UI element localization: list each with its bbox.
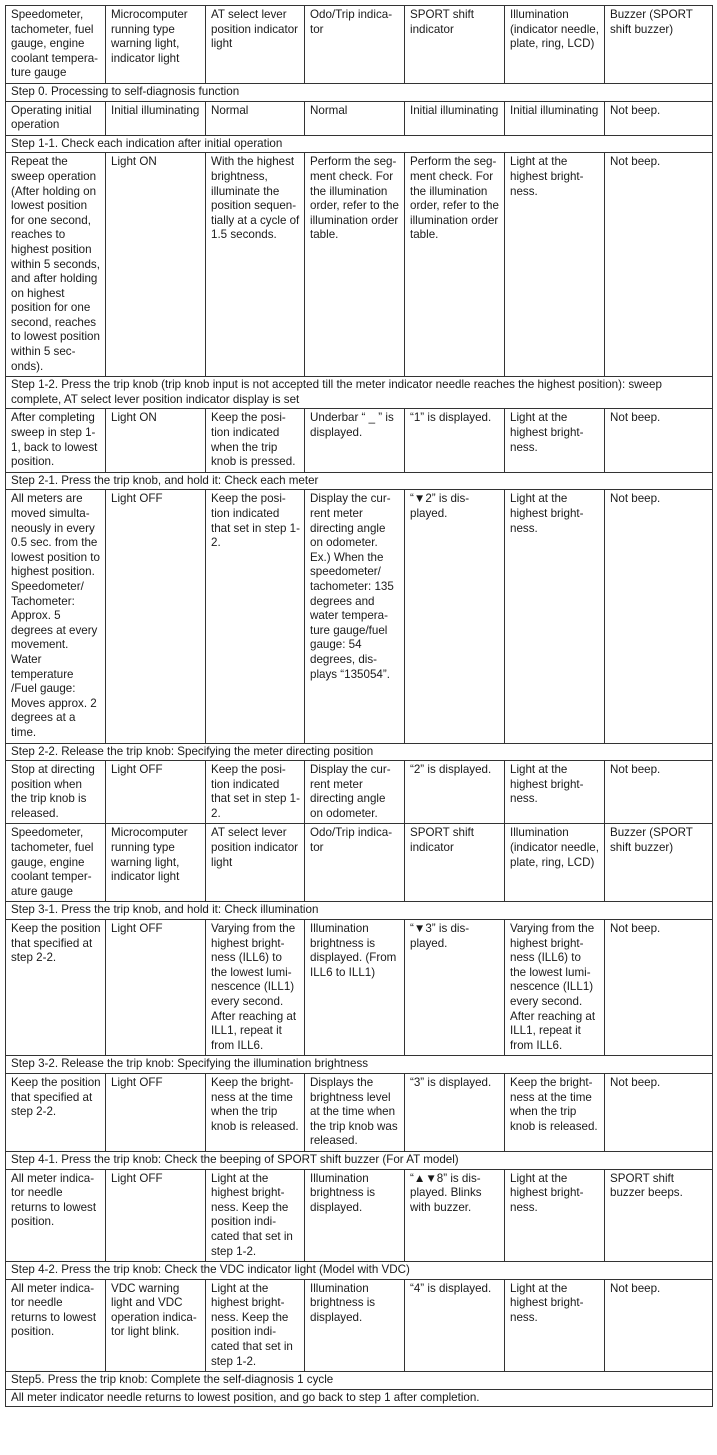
cell-meters: All meter indicator needle returns to lowest position. <box>6 1169 106 1262</box>
cell-odo-trip: Illumination brightness is displayed. <box>305 1279 405 1372</box>
cell-meters: All meter indicator needle returns to lowest position. <box>6 1279 106 1372</box>
table-header-row <box>6 6 713 84</box>
cell-illumination: Light at the highest brightness. <box>505 761 605 824</box>
table-row <box>6 920 713 1056</box>
header-cell-meters: Speedometer, tachometer, fuel gauge, engine coolant temperature gauge <box>6 6 106 84</box>
cell-at-select-lever: Normal <box>206 101 305 135</box>
cell-buzzer: Not beep. <box>605 1279 713 1372</box>
header-cell-meters: Speedometer, tachometer, fuel gauge, engine coolant temperature gauge <box>6 824 106 902</box>
step-heading: Step 3-2. Release the trip knob: Specifying the illumination brightness <box>6 1056 713 1074</box>
header-cell-buzzer: Buzzer (SPORT shift buzzer) <box>605 6 713 84</box>
cell-sport-shift: “1” is displayed. <box>405 409 505 472</box>
table-header-row-repeat <box>6 824 713 902</box>
step-heading-row <box>6 472 713 490</box>
step-heading-row <box>6 1262 713 1280</box>
cell-warning-light: Light OFF <box>106 1169 206 1262</box>
table-row <box>6 1073 713 1151</box>
cell-warning-light: VDC warning light and VDC operation indicator light blink. <box>106 1279 206 1372</box>
cell-odo-trip: Display the current meter directing angle on odometer. <box>305 761 405 824</box>
cell-buzzer: Not beep. <box>605 101 713 135</box>
cell-warning-light: Light ON <box>106 153 206 377</box>
table-row <box>6 1279 713 1372</box>
table-row <box>6 1169 713 1262</box>
cell-odo-trip: Illumination brightness is displayed. <box>305 1169 405 1262</box>
cell-odo-trip: Normal <box>305 101 405 135</box>
table-row <box>6 409 713 472</box>
cell-illumination: Initial illuminating <box>505 101 605 135</box>
step-heading-row <box>6 1389 713 1407</box>
step-heading-row <box>6 377 713 409</box>
cell-meters: After completing sweep in step 1-1, back to lowest position. <box>6 409 106 472</box>
cell-sport-shift: Perform the segment check. For the illumination order, refer to the illumination order table. <box>405 153 505 377</box>
table-row <box>6 153 713 377</box>
cell-buzzer: Not beep. <box>605 409 713 472</box>
cell-warning-light: Light OFF <box>106 490 206 743</box>
cell-meters: Stop at directing position when the trip knob is released. <box>6 761 106 824</box>
header-cell-illumination: Illumination (indicator needle, plate, ring, LCD) <box>505 6 605 84</box>
cell-illumination: Light at the highest brightness. <box>505 1169 605 1262</box>
cell-buzzer: Not beep. <box>605 1073 713 1151</box>
cell-warning-light: Light OFF <box>106 761 206 824</box>
table-row <box>6 101 713 135</box>
cell-at-select-lever: Keep the position indicated that set in step 1-2. <box>206 761 305 824</box>
header-cell-odo-trip: Odo/Trip indicator <box>305 6 405 84</box>
cell-buzzer: Not beep. <box>605 761 713 824</box>
cell-buzzer: Not beep. <box>605 920 713 1056</box>
step-heading: Step 0. Processing to self-diagnosis function <box>6 83 713 101</box>
header-cell-warning-light: Microcomputer running type warning light, indicator light <box>106 6 206 84</box>
cell-at-select-lever: Keep the position indicated that set in step 1-2. <box>206 490 305 743</box>
cell-meters: Keep the position that specified at step 2-2. <box>6 1073 106 1151</box>
cell-at-select-lever: Keep the brightness at the time when the trip knob is released. <box>206 1073 305 1151</box>
step-heading-row <box>6 902 713 920</box>
cell-at-select-lever: With the highest brightness, illuminate the position sequentially at a cycle of 1.5 seconds. <box>206 153 305 377</box>
step-heading: All meter indicator needle returns to lowest position, and go back to step 1 after completion. <box>6 1389 713 1407</box>
cell-sport-shift: “4” is displayed. <box>405 1279 505 1372</box>
cell-warning-light: Initial illuminating <box>106 101 206 135</box>
cell-sport-shift: “▼2” is displayed. <box>405 490 505 743</box>
cell-at-select-lever: Light at the highest brightness. Keep the position indicated that set in step 1-2. <box>206 1169 305 1262</box>
cell-meters: All meters are moved simultaneously in every 0.5 sec. from the lowest position to highest position. Speedometer/ Tachometer: Approx. 5 degrees at every movement. Water temperature /Fuel gauge: Moves approx. 2 degrees at a time. <box>6 490 106 743</box>
cell-warning-light: Light OFF <box>106 1073 206 1151</box>
table-row <box>6 490 713 743</box>
cell-sport-shift: Initial illuminating <box>405 101 505 135</box>
header-cell-sport-shift: SPORT shift indicator <box>405 6 505 84</box>
cell-odo-trip: Perform the segment check. For the illumination order, refer to the illumination order table. <box>305 153 405 377</box>
step-heading: Step 2-2. Release the trip knob: Specifying the meter directing position <box>6 743 713 761</box>
step-heading: Step 1-2. Press the trip knob (trip knob input is not accepted till the meter indicator needle reaches the highest position): sweep complete, AT select lever position indicator display is set <box>6 377 713 409</box>
step-heading-row <box>6 743 713 761</box>
header-cell-sport-shift: SPORT shift indicator <box>405 824 505 902</box>
cell-buzzer: Not beep. <box>605 153 713 377</box>
step-heading: Step 4-1. Press the trip knob: Check the beeping of SPORT shift buzzer (For AT model) <box>6 1151 713 1169</box>
cell-warning-light: Light ON <box>106 409 206 472</box>
cell-odo-trip: Illumination brightness is displayed. (From ILL6 to ILL1) <box>305 920 405 1056</box>
cell-odo-trip: Underbar “ _ ” is displayed. <box>305 409 405 472</box>
cell-sport-shift: “2” is displayed. <box>405 761 505 824</box>
table-row <box>6 761 713 824</box>
cell-illumination: Light at the highest brightness. <box>505 153 605 377</box>
header-cell-odo-trip: Odo/Trip indicator <box>305 824 405 902</box>
cell-sport-shift: “3” is displayed. <box>405 1073 505 1151</box>
cell-illumination: Light at the highest brightness. <box>505 409 605 472</box>
cell-illumination: Varying from the highest brightness (ILL6) to the lowest luminescence (ILL1) every second. After reaching at ILL1, repeat it from ILL6. <box>505 920 605 1056</box>
cell-buzzer: SPORT shift buzzer beeps. <box>605 1169 713 1262</box>
cell-buzzer: Not beep. <box>605 490 713 743</box>
cell-illumination: Keep the brightness at the time when the trip knob is released. <box>505 1073 605 1151</box>
cell-at-select-lever: Varying from the highest brightness (ILL6) to the lowest luminescence (ILL1) every second. After reaching at ILL1, repeat it from ILL6. <box>206 920 305 1056</box>
cell-at-select-lever: Keep the position indicated when the trip knob is pressed. <box>206 409 305 472</box>
header-cell-buzzer: Buzzer (SPORT shift buzzer) <box>605 824 713 902</box>
cell-at-select-lever: Light at the highest brightness. Keep the position indicated that set in step 1-2. <box>206 1279 305 1372</box>
step-heading-row <box>6 1056 713 1074</box>
cell-illumination: Light at the highest brightness. <box>505 490 605 743</box>
table-body <box>6 6 713 1407</box>
cell-meters: Keep the position that specified at step 2-2. <box>6 920 106 1056</box>
step-heading: Step 3-1. Press the trip knob, and hold it: Check illumination <box>6 902 713 920</box>
step-heading: Step5. Press the trip knob: Complete the self-diagnosis 1 cycle <box>6 1372 713 1390</box>
cell-sport-shift: “▼3” is displayed. <box>405 920 505 1056</box>
cell-meters: Operating initial operation <box>6 101 106 135</box>
header-cell-warning-light: Microcomputer running type warning light, indicator light <box>106 824 206 902</box>
cell-odo-trip: Display the current meter directing angle on odometer. Ex.) When the speedometer/ tachometer: 135 degrees and water temperature gauge/fuel gauge: 54 degrees, displays “135054”. <box>305 490 405 743</box>
step-heading: Step 4-2. Press the trip knob: Check the VDC indicator light (Model with VDC) <box>6 1262 713 1280</box>
header-cell-at-select-lever: AT select lever position indicator light <box>206 824 305 902</box>
step-heading-row <box>6 83 713 101</box>
header-cell-at-select-lever: AT select lever position indicator light <box>206 6 305 84</box>
step-heading-row <box>6 135 713 153</box>
step-heading-row <box>6 1151 713 1169</box>
self-diagnosis-table <box>5 5 713 1407</box>
cell-odo-trip: Displays the brightness level at the time when the trip knob was released. <box>305 1073 405 1151</box>
cell-sport-shift: “▲▼8” is displayed. Blinks with buzzer. <box>405 1169 505 1262</box>
cell-meters: Repeat the sweep operation (After holding on lowest position for one second, reaches to highest position within 5 seconds, and after holding on highest position for one second, reaches to lowest position within 5 seconds). <box>6 153 106 377</box>
cell-warning-light: Light OFF <box>106 920 206 1056</box>
step-heading: Step 1-1. Check each indication after initial operation <box>6 135 713 153</box>
step-heading-row <box>6 1372 713 1390</box>
cell-illumination: Light at the highest brightness. <box>505 1279 605 1372</box>
step-heading: Step 2-1. Press the trip knob, and hold it: Check each meter <box>6 472 713 490</box>
header-cell-illumination: Illumination (indicator needle, plate, ring, LCD) <box>505 824 605 902</box>
